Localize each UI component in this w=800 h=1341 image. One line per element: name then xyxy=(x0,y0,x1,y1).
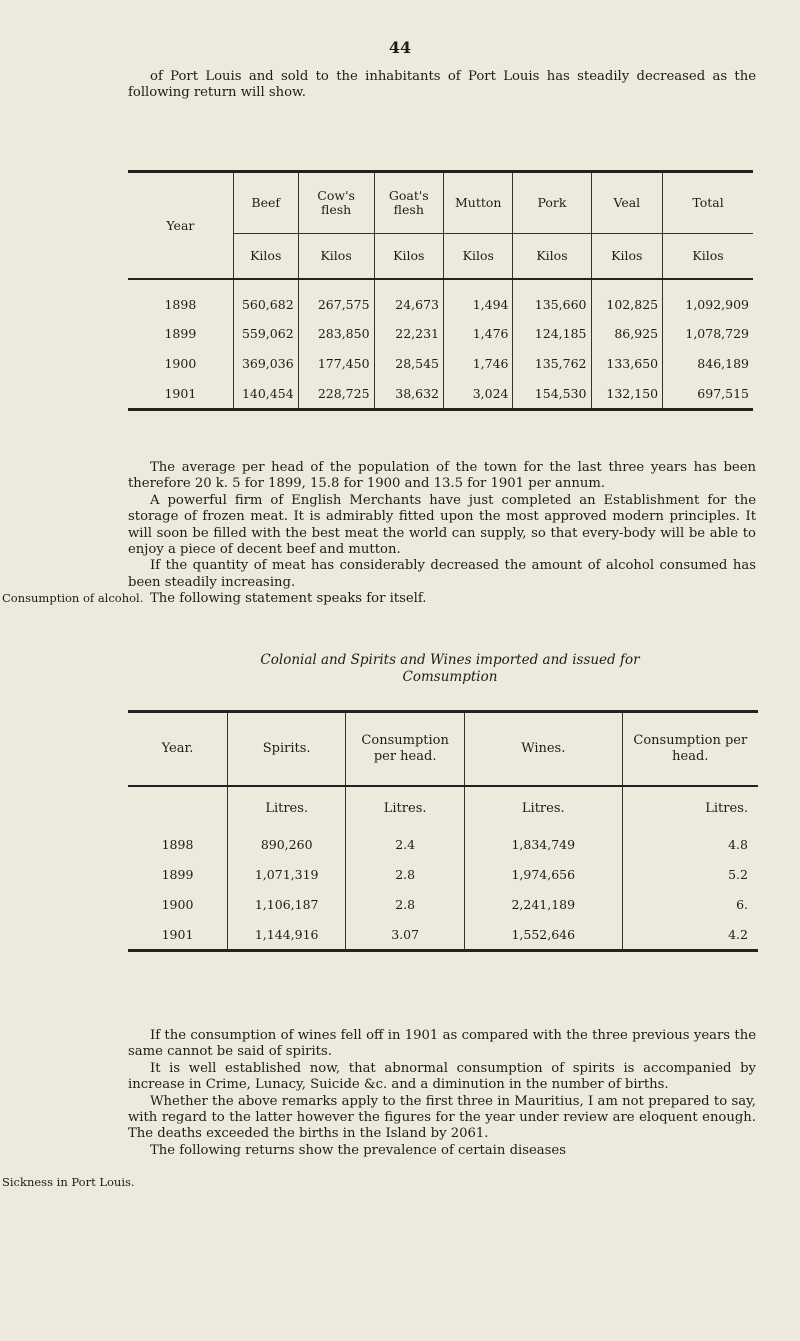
meat-unit: Kilos xyxy=(444,234,513,280)
table-row xyxy=(128,919,758,951)
cell-spirits: 890,260 xyxy=(228,829,346,859)
meat-header-pork: Pork xyxy=(513,172,591,234)
row-year: 1900 xyxy=(164,355,197,371)
cell-spirits: 1,106,187 xyxy=(228,889,346,919)
cell-value: 102,825 xyxy=(591,279,663,318)
sw-header-wines: Wines. xyxy=(464,712,622,787)
closing-paragraphs xyxy=(128,1028,756,1159)
cell-wines: 1,552,646 xyxy=(464,919,622,951)
table-row xyxy=(128,348,753,378)
row-year: 1900 xyxy=(161,896,194,912)
table-row xyxy=(128,318,753,348)
row-year: 1898 xyxy=(161,836,194,852)
meat-header-beef: Beef xyxy=(233,172,298,234)
cell-value: 177,450 xyxy=(298,348,374,378)
unit-cell: Litres. xyxy=(346,786,465,829)
table2-caption xyxy=(140,652,760,686)
cell-value: 559,062 xyxy=(233,318,298,348)
cell-wines-per-head: 5.2 xyxy=(622,859,758,889)
meat-unit: Kilos xyxy=(374,234,443,280)
cell-value: 24,673 xyxy=(374,279,443,318)
margin-note-sickness: Sickness in Port Louis. xyxy=(2,1175,135,1189)
sw-header-spirits: Spirits. xyxy=(228,712,346,787)
paragraph: If the consumption of wines fell off in 1901 as compared with the three previous years the same cannot be said of spirits. xyxy=(128,1028,756,1060)
cell-spirits-per-head: 3.07 xyxy=(346,919,465,951)
meat-unit: Kilos xyxy=(591,234,663,280)
paragraph: The following statement speaks for itself. xyxy=(150,591,427,607)
cell-value: 283,850 xyxy=(298,318,374,348)
cell-value: 133,650 xyxy=(591,348,663,378)
row-year: 1901 xyxy=(161,926,194,942)
meat-header-cows-flesh: Cow's flesh xyxy=(298,172,374,234)
cell-value: 846,189 xyxy=(663,348,753,378)
row-year: 1899 xyxy=(164,325,197,341)
cell-value: 135,660 xyxy=(513,279,591,318)
sw-header-wines-per-head: Consumption per head. xyxy=(622,712,758,787)
cell-wines: 1,974,656 xyxy=(464,859,622,889)
row-year: 1899 xyxy=(161,866,194,882)
caption-line: Comsumption xyxy=(402,669,498,685)
cell-spirits: 1,071,319 xyxy=(228,859,346,889)
average-paragraphs xyxy=(128,460,756,608)
unit-cell: Litres. xyxy=(464,786,622,829)
paragraph: Whether the above remarks apply to the first three in Mauritius, I am not prepared to say, with regard to the latter however the figures for the year under review are eloquent enough. The deaths exceeded the births in the Island by 2061. xyxy=(128,1093,756,1142)
cell-value: 228,725 xyxy=(298,378,374,410)
meat-header-veal: Veal xyxy=(591,172,663,234)
sw-header-year: Year. xyxy=(161,741,194,756)
meat-unit: Kilos xyxy=(663,234,753,280)
meat-unit: Kilos xyxy=(298,234,374,280)
cell-value: 1,078,729 xyxy=(663,318,753,348)
cell-value: 28,545 xyxy=(374,348,443,378)
meat-header-mutton: Mutton xyxy=(444,172,513,234)
cell-value: 560,682 xyxy=(233,279,298,318)
table-row xyxy=(128,889,758,919)
cell-wines-per-head: 4.8 xyxy=(622,829,758,859)
paragraph: If the quantity of meat has considerably decreased the amount of alcohol consumed has been steadily increasing. xyxy=(128,558,756,590)
cell-value: 140,454 xyxy=(233,378,298,410)
meat-unit: Kilos xyxy=(513,234,591,280)
cell-spirits-per-head: 2.8 xyxy=(346,889,465,919)
cell-value: 135,762 xyxy=(513,348,591,378)
cell-spirits-per-head: 2.8 xyxy=(346,859,465,889)
cell-value: 267,575 xyxy=(298,279,374,318)
caption-line: Colonial and Spirits and Wines imported and issued for xyxy=(260,652,640,668)
meat-header-total: Total xyxy=(663,172,753,234)
cell-value: 1,092,909 xyxy=(663,279,753,318)
table-row xyxy=(128,859,758,889)
cell-value: 1,494 xyxy=(444,279,513,318)
cell-value: 154,530 xyxy=(513,378,591,410)
paragraph: A powerful firm of English Merchants have just completed an Establishment for the storage of frozen meat. It is admirably fitted upon the most approved modern principles. It will soon be filled with the best meat the world can supply, so that every-body will be able to enjoy a piece of decent beef and mutton. xyxy=(128,492,756,558)
cell-wines: 1,834,749 xyxy=(464,829,622,859)
meat-table xyxy=(128,170,753,411)
row-year: 1901 xyxy=(164,385,197,401)
unit-cell: Litres. xyxy=(622,786,758,829)
spirits-wines-table xyxy=(128,710,758,952)
cell-value: 697,515 xyxy=(663,378,753,410)
cell-value: 3,024 xyxy=(444,378,513,410)
page-number: 44 xyxy=(388,38,412,57)
cell-value: 38,632 xyxy=(374,378,443,410)
units-row xyxy=(128,786,758,829)
paragraph: It is well established now, that abnormal consumption of spirits is accompanied by increase in Crime, Lunacy, Suicide &c. and a diminution in the number of births. xyxy=(128,1060,756,1093)
margin-note-alcohol: Consumption of alcohol. xyxy=(2,591,144,605)
cell-value: 1,476 xyxy=(444,318,513,348)
meat-header-goats-flesh: Goat's flesh xyxy=(374,172,443,234)
cell-value: 132,150 xyxy=(591,378,663,410)
row-year: 1898 xyxy=(128,279,233,318)
unit-cell: Litres. xyxy=(228,786,346,829)
paragraph: The following returns show the prevalence of certain diseases xyxy=(150,1142,567,1158)
meat-unit: Kilos xyxy=(233,234,298,280)
paragraph: The average per head of the population of the town for the last three years has been therefore 20 k. 5 for 1899, 15.8 for 1900 and 13.5 for 1901 per annum. xyxy=(128,460,756,492)
cell-wines-per-head: 4.2 xyxy=(622,919,758,951)
cell-wines: 2,241,189 xyxy=(464,889,622,919)
intro-paragraph xyxy=(128,69,756,102)
table-row xyxy=(128,378,753,410)
sw-header-spirits-per-head: Consumption per head. xyxy=(346,712,465,787)
table-row xyxy=(128,279,753,318)
table-row xyxy=(128,829,758,859)
cell-value: 22,231 xyxy=(374,318,443,348)
meat-year-header: Year xyxy=(166,217,195,233)
cell-value: 1,746 xyxy=(444,348,513,378)
cell-spirits-per-head: 2.4 xyxy=(346,829,465,859)
cell-value: 369,036 xyxy=(233,348,298,378)
cell-value: 124,185 xyxy=(513,318,591,348)
cell-spirits: 1,144,916 xyxy=(228,919,346,951)
intro-text: of Port Louis and sold to the inhabitants of Port Louis has steadily decreased as the following return will show. xyxy=(128,69,756,101)
cell-value: 86,925 xyxy=(591,318,663,348)
unit-cell xyxy=(128,786,228,829)
cell-wines-per-head: 6. xyxy=(622,889,758,919)
